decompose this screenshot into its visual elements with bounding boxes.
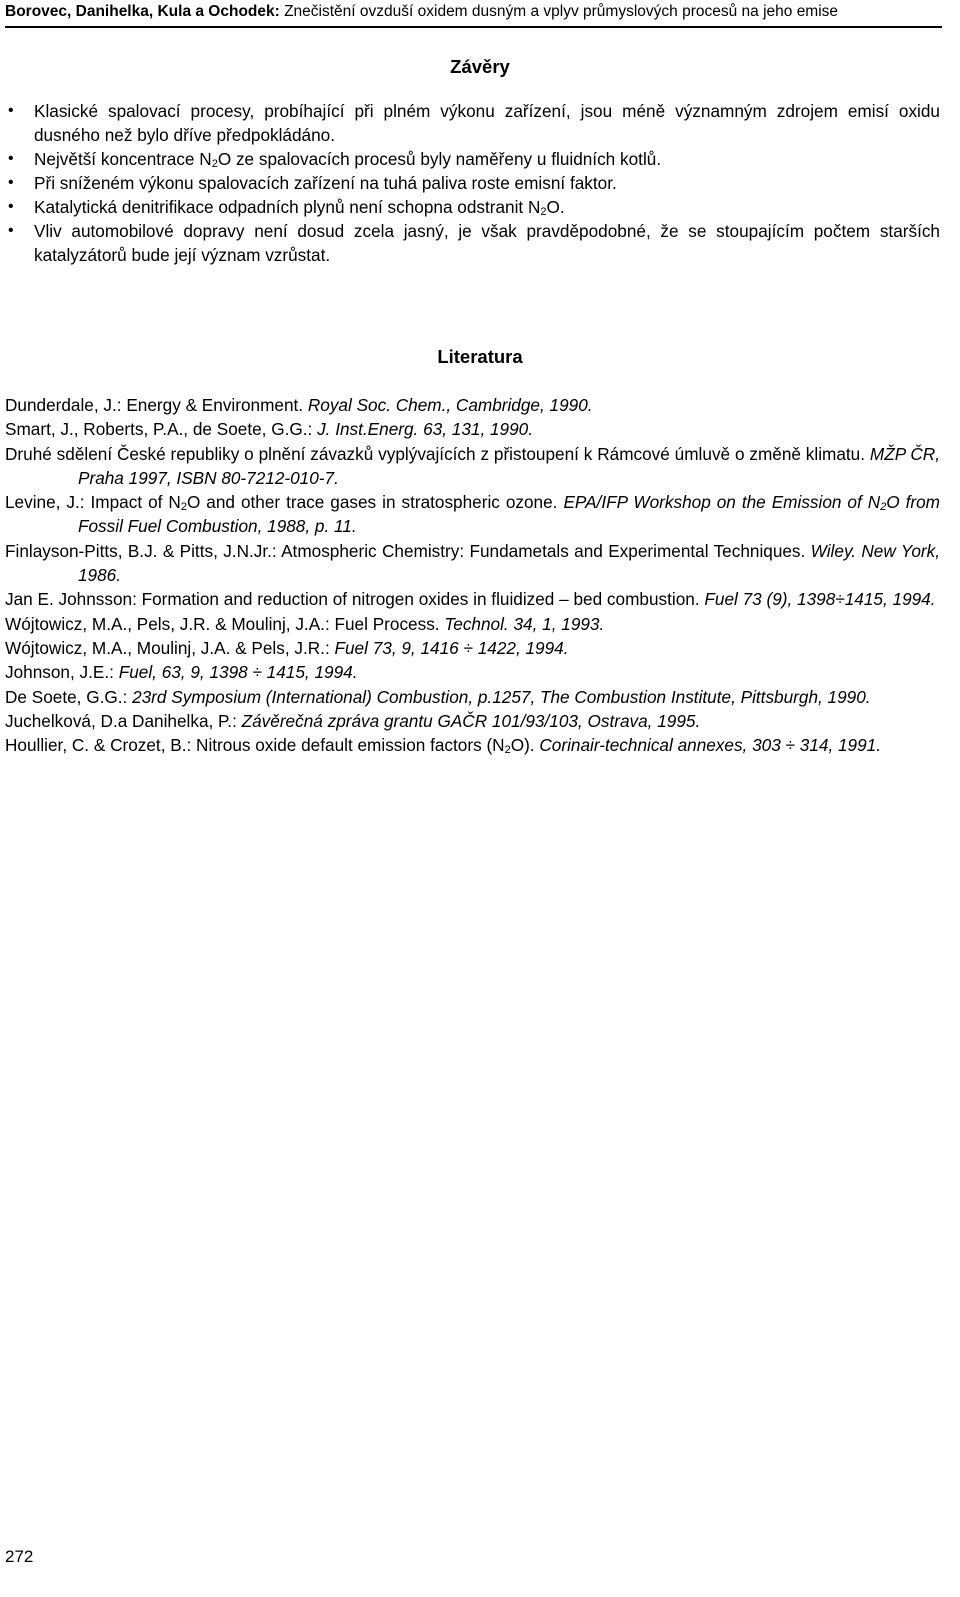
conclusion-item: [6, 99, 940, 147]
reference-item: [5, 733, 940, 757]
ref-source: 23rd Symposium (International) Combustion, p.1257, The Combustion Institute, Pittsburgh, 1990.: [132, 686, 871, 707]
ref-authors: Jan E. Johnsson: Formation and reduction of nitrogen oxides in fluidized – bed combustion.: [5, 589, 705, 610]
ref-source: Fuel 73, 9, 1416 ÷ 1422, 1994.: [334, 637, 569, 658]
literature-heading: Literatura: [437, 346, 523, 367]
reference-item: [5, 490, 940, 539]
ref-source: Wiley. New York, 1986.: [78, 540, 940, 586]
reference-item: [5, 442, 940, 491]
ref-source: Fuel, 63, 9, 1398 ÷ 1415, 1994.: [118, 662, 358, 683]
reference-item: [5, 685, 940, 709]
ref-authors: Levine, J.: Impact of N: [5, 492, 181, 513]
reference-item: [5, 539, 940, 588]
running-header: [5, 1, 942, 28]
subscript: 2: [504, 744, 511, 757]
ref-authors: Juchelková, D.a Danihelka, P.:: [5, 710, 242, 731]
ref-source: EPA/IFP Workshop on the Emission of N: [563, 492, 881, 513]
header-title: Znečistění ovzduší oxidem dusným a vplyv průmyslových procesů na jeho emise: [284, 3, 839, 20]
conclusion-text: Vliv automobilové dopravy není dosud zcela jasný, je však pravděpodobné, že se stoupajícím počtem starších katalyzátorů bude její význam vzrůstat.: [34, 221, 940, 265]
ref-authors: Druhé sdělení České republiky o plnění závazků vyplývajících z přistoupení k Rámcové úmluvě o změně klimatu.: [5, 443, 870, 464]
conclusion-text-pre: Největší koncentrace N: [34, 149, 212, 169]
conclusions-list: [6, 99, 940, 267]
conclusion-text-post: O ze spalovacích procesů byly naměřeny u fluidních kotlů.: [217, 149, 662, 169]
ref-source: J. Inst.Energ. 63, 131, 1990.: [317, 419, 534, 440]
conclusion-text: Klasické spalovací procesy, probíhající při plném výkonu zařízení, jsou méně významným zdrojem emisí oxidu dusného než bylo dříve předpokládáno.: [34, 101, 940, 145]
ref-source: Závěrečná zpráva grantu GAČR 101/93/103, Ostrava, 1995.: [241, 710, 701, 731]
conclusion-item: [6, 219, 940, 267]
ref-source: Technol. 34, 1, 1993.: [444, 613, 605, 634]
subscript: 2: [540, 206, 547, 218]
conclusion-item: [6, 147, 940, 171]
ref-authors: Johnson, J.E.:: [5, 662, 119, 683]
subscript: 2: [211, 158, 218, 170]
subscript: 2: [180, 501, 187, 514]
conclusion-item: [6, 195, 940, 219]
page-number: 272: [5, 1547, 34, 1566]
ref-source: Fuel 73 (9), 1398÷1415, 1994.: [704, 589, 936, 610]
reference-item: [5, 587, 940, 611]
ref-authors: Finlayson-Pitts, B.J. & Pitts, J.N.Jr.: Atmospheric Chemistry: Fundametals and Experimental Techniques.: [5, 540, 811, 561]
ref-source: MŽP ČR, Praha 1997, ISBN 80-7212-010-7.: [78, 443, 940, 488]
ref-authors: Wójtowicz, M.A., Moulinj, J.A. & Pels, J.R.:: [5, 637, 335, 658]
ref-source-cont: O from Fossil Fuel Combustion, 1988, p. 11.: [78, 492, 941, 537]
ref-source: Royal Soc. Chem., Cambridge, 1990.: [307, 395, 593, 415]
ref-title: O and other trace gases in stratospheric ozone.: [186, 492, 564, 513]
ref-source: Corinair-technical annexes, 303 ÷ 314, 1991.: [539, 735, 882, 756]
reference-item: [5, 612, 940, 636]
conclusion-text: Při sníženém výkonu spalovacích zařízení na tuhá paliva roste emisní faktor.: [34, 173, 617, 193]
ref-title: O).: [510, 735, 540, 756]
ref-authors: Houllier, C. & Crozet, B.: Nitrous oxide default emission factors (N: [5, 735, 505, 756]
reference-list: [5, 393, 940, 757]
reference-item: [5, 636, 940, 660]
reference-item: [5, 660, 940, 684]
ref-authors: Dunderdale, J.: Energy & Environment.: [5, 395, 308, 415]
reference-item: [5, 417, 940, 441]
conclusion-item: [6, 171, 940, 195]
ref-authors: Smart, J., Roberts, P.A., de Soete, G.G.:: [5, 419, 318, 440]
reference-item: [5, 393, 940, 417]
header-authors: Borovec, Danihelka, Kula a Ochodek:: [5, 3, 280, 20]
conclusion-text-post: O.: [546, 197, 565, 217]
reference-item: [5, 709, 940, 733]
conclusion-text-pre: Katalytická denitrifikace odpadních plynů není schopna odstranit N: [34, 197, 541, 217]
ref-authors: Wójtowicz, M.A., Pels, J.R. & Moulinj, J.A.: Fuel Process.: [5, 613, 445, 634]
subscript: 2: [880, 501, 887, 514]
conclusions-heading: Závěry: [450, 56, 510, 77]
ref-authors: De Soete, G.G.:: [5, 686, 133, 707]
